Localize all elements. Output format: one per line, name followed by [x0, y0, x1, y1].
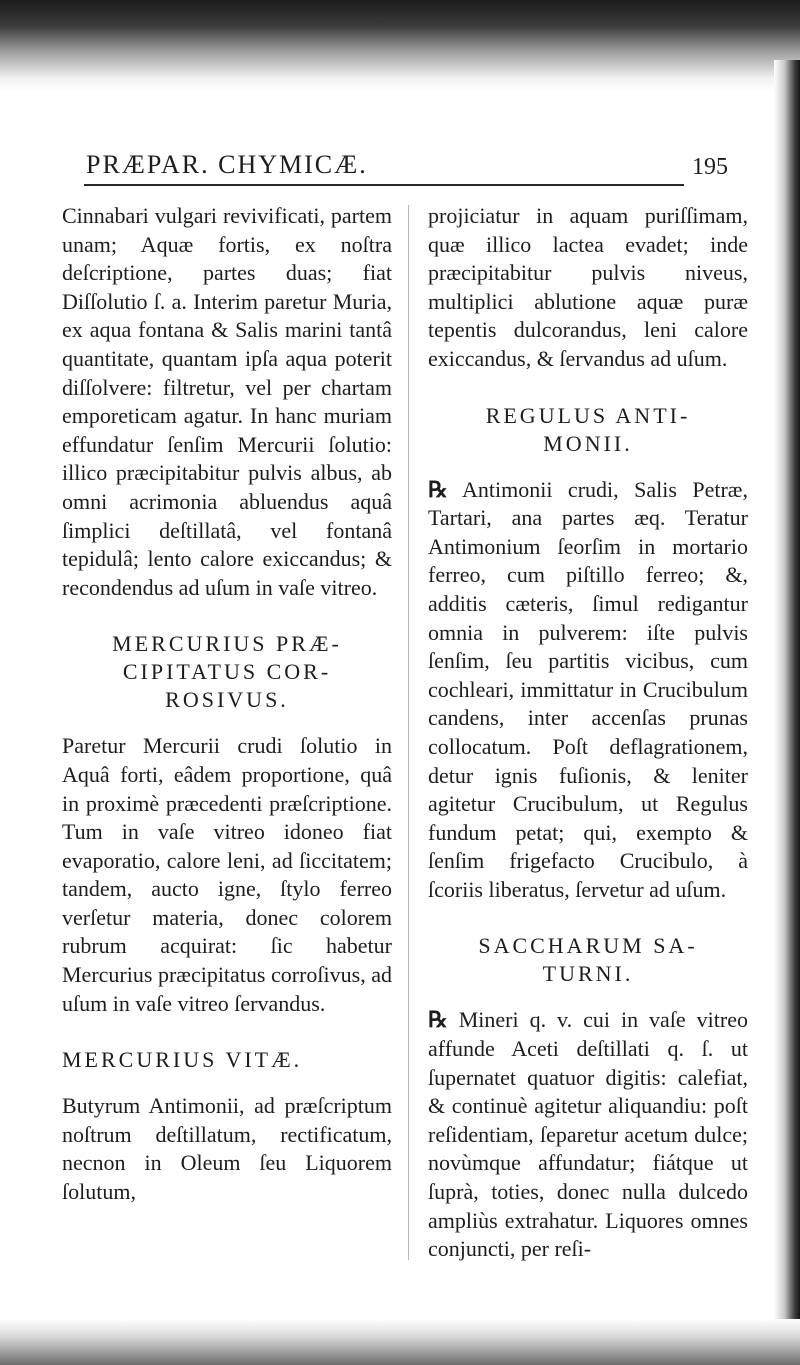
- heading-line: ROSIVUS.: [165, 687, 289, 713]
- column-divider: [408, 205, 409, 1260]
- heading-mercurius-praecipitatus: [62, 630, 392, 714]
- heading-line: MONII.: [543, 430, 633, 456]
- right-column: [428, 202, 748, 1264]
- paragraph-regulus: [428, 476, 748, 905]
- paragraph-saccharum-text: Mineri q. v. cui in vaſe vitreo affunde Aceti deſtillati q. ſ. ut ſupernatet quatuor digitis: calefiat, & continuè agitetur aliquandiu: poſt reſidentiam, ſeparetur acetum dulce; novùmque affundatur; fiátque ut ſuprà, toties, donec nulla dulcedo ampliùs extrahatur. Liquores omnes conjuncti, per reſi-: [428, 1007, 748, 1262]
- paragraph-regulus-text: Antimonii crudi, Salis Petræ, Tartari, ana partes æq. Teratur Antimonium ſeorſim in mortario ferreo, cum piſtillo ferreo; &, additis cæteris, ſimul redigantur omnia in pulverem: iſte pulvis ſenſim, ſeu partitis vicibus, cum cochleari, immittatur in Crucibulum candens, inter accenſas prunas collocatum. Poſt deflagrationem, detur ignis fuſionis, & leniter agitetur Crucibulum, ut Regulus fundum petat; qui, exempto & ſenſim frigefacto Crucibulo, à ſcoriis liberatus, ſervetur ad uſum.: [428, 476, 748, 902]
- heading-saccharum-saturni: [428, 932, 748, 988]
- heading-line: SACCHARUM SA-: [478, 933, 698, 959]
- page-number: 195: [692, 154, 728, 180]
- scan-bottom-shadow: [0, 1319, 800, 1365]
- left-column: [62, 202, 392, 1207]
- paragraph-cinnabaris: Cinnabari vulgari revivificati, partem unam; Aquæ fortis, ex noſtra deſcriptione, partes duas; fiat Diſſolutio ſ. a. Interim paretur Muria, ex aqua fontana & Salis marini tantâ quantitate, quantam ipſa aqua poterit diſſolvere: filtretur, vel per chartam emporeticam agatur. In hanc muriam effundatur ſenſim Mercurii ſolutio: illico præcipitabitur pulvis albus, ab omni acrimonia abluendus aquâ ſimplici deſtillatâ, vel fontanâ tepidulâ; lento calore exiccandus; & recondendus ad uſum in vaſe vitreo.: [62, 203, 392, 600]
- heading-mercurius-vitae: MERCURIUS VITÆ.: [62, 1047, 303, 1073]
- paragraph-continuation: projiciatur in aquam puriſſimam, quæ illico lactea evadet; inde præcipitabitur pulvis niveus, multiplici ablutione aquæ puræ tepentis dulcorandus, leni calore exiccandus, & ſervandus ad uſum.: [428, 203, 748, 371]
- heading-line: TURNI.: [542, 961, 634, 987]
- paragraph-mercurius-praecipitatus: Paretur Mercurii crudi ſolutio in Aquâ forti, eâdem proportione, quâ in proximè præcedenti præſcriptione. Tum in vaſe vitreo idoneo fiat evaporatio, calore leni, ad ſiccitatem; tandem, aucto igne, ſtylo ferreo verſetur materia, donec colorem rubrum acquirat: ſic habetur Mercurius præcipitatus corroſivus, ad uſum in vaſe vitreo ſervandus.: [62, 733, 392, 1016]
- recipe-icon: ℞: [428, 1007, 448, 1033]
- heading-regulus-antimonii: [428, 402, 748, 458]
- scan-right-shadow: [774, 60, 800, 1365]
- running-head: [52, 146, 742, 186]
- heading-line: MERCURIUS PRÆ-: [112, 631, 342, 657]
- heading-line: REGULUS ANTI-: [485, 402, 691, 428]
- paragraph-saccharum: [428, 1006, 748, 1263]
- paragraph-mercurius-vitae: Butyrum Antimonii, ad præſcriptum noſtrum deſtillatum, rectificatum, necnon in Oleum ſeu Liquorem ſolutum,: [62, 1093, 392, 1205]
- header-rule: [84, 184, 684, 186]
- recipe-icon: ℞: [428, 476, 448, 502]
- heading-line: CIPITATUS COR-: [122, 659, 332, 685]
- running-title: PRÆPAR. CHYMICÆ.: [86, 150, 368, 179]
- scan-top-shadow: [0, 0, 800, 92]
